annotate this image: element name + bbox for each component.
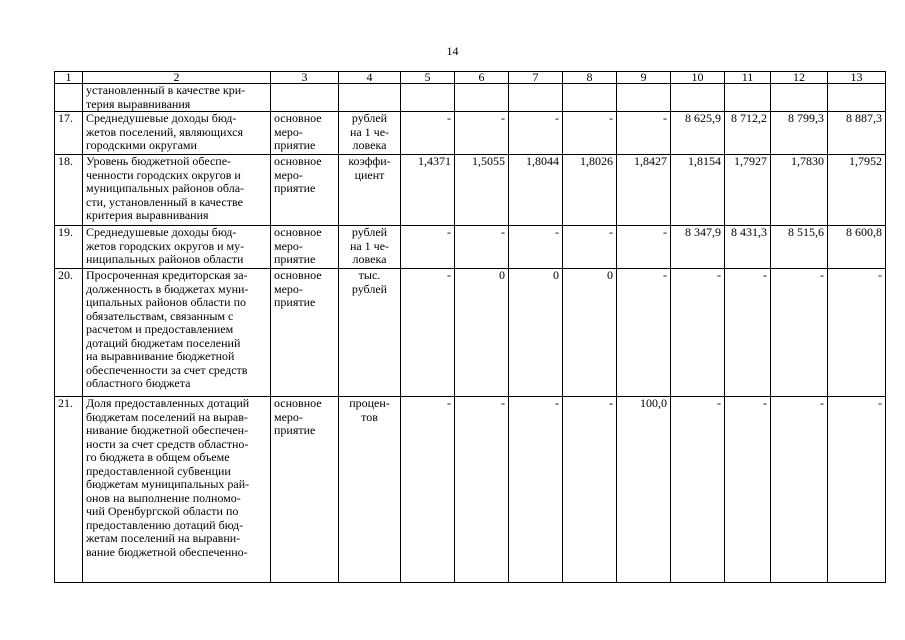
value-cell: - <box>455 397 509 583</box>
value-cell: 100,0 <box>617 397 671 583</box>
cell-line: го бюджета в общем объеме <box>86 450 230 464</box>
cell-line: Доля предоставленных дотаций <box>86 396 250 410</box>
value-cell: - <box>617 269 671 397</box>
header-cell: 4 <box>339 72 401 84</box>
header-cell: 12 <box>771 72 828 84</box>
cell-line: меро- <box>274 124 303 139</box>
cell-line: предоставленной субвенции <box>86 463 231 478</box>
cell-line: приятие <box>274 138 316 152</box>
cell-line: приятие <box>274 181 316 195</box>
value-cell: - <box>509 226 563 269</box>
cell-line: рублей <box>351 225 388 239</box>
header-cell: 10 <box>671 72 725 84</box>
indicator-unit <box>339 84 401 112</box>
header-row <box>55 72 886 84</box>
value-cell: - <box>401 112 455 155</box>
table-row <box>55 112 886 155</box>
value-cell: - <box>401 269 455 397</box>
value-cell: 8 799,3 <box>771 112 828 155</box>
row-number <box>55 84 83 112</box>
indicator-type <box>271 269 339 397</box>
indicator-type <box>271 397 339 583</box>
value-cell <box>671 84 725 112</box>
page-number: 14 <box>446 44 459 58</box>
value-cell: 8 347,9 <box>671 226 725 269</box>
indicator-unit <box>339 155 401 226</box>
value-cell: - <box>725 397 771 583</box>
indicator-name <box>83 226 271 269</box>
indicator-name <box>83 112 271 155</box>
cell-line: бюджетам муниципальных рай- <box>86 477 250 491</box>
value-cell <box>455 84 509 112</box>
value-cell: 1,8427 <box>617 155 671 226</box>
row-number: 17. <box>55 112 83 155</box>
cell-line: терия выравнивания <box>86 96 191 111</box>
value-cell: 8 515,6 <box>771 226 828 269</box>
value-cell: - <box>563 226 617 269</box>
cell-line: вание бюджетной обеспеченно- <box>86 544 248 559</box>
cell-line: приятие <box>274 423 316 437</box>
value-cell: 1,7952 <box>828 155 886 226</box>
cell-line: нивание бюджетной обеспечен- <box>86 423 249 437</box>
cell-line: чий Оренбургской области по <box>86 504 239 518</box>
header-cell: 9 <box>617 72 671 84</box>
value-cell <box>771 84 828 112</box>
header-cell: 2 <box>83 72 271 84</box>
row-number: 20. <box>55 269 83 397</box>
cell-line: процен- <box>349 396 390 410</box>
value-cell: 8 600,8 <box>828 226 886 269</box>
cell-line: Уровень бюджетной обеспе- <box>86 154 232 168</box>
indicator-type <box>271 112 339 155</box>
header-cell: 5 <box>401 72 455 84</box>
cell-line: меро- <box>274 238 303 253</box>
table-row <box>55 155 886 226</box>
cell-line: меро- <box>274 167 303 182</box>
value-cell: - <box>671 269 725 397</box>
cell-line: на 1 че- <box>349 238 390 253</box>
indicator-type <box>271 155 339 226</box>
indicator-unit <box>339 269 401 397</box>
cell-line: основное <box>274 111 322 125</box>
cell-line: тов <box>361 409 378 424</box>
value-cell <box>509 84 563 112</box>
indicator-name <box>83 84 271 112</box>
value-cell: - <box>828 269 886 397</box>
cell-line: обеспеченности за счет средств <box>86 362 248 377</box>
table-row <box>55 226 886 269</box>
cell-line: установленный в качестве кри- <box>86 83 246 97</box>
cell-line: ности за счет средств областно- <box>86 436 249 451</box>
row-number: 19. <box>55 226 83 269</box>
cell-line: жетам поселений на выравни- <box>86 531 241 545</box>
indicator-unit <box>339 112 401 155</box>
indicator-unit <box>339 397 401 583</box>
indicator-type <box>271 226 339 269</box>
cell-line: Среднедушевые доходы бюд- <box>86 225 237 239</box>
cell-line: меро- <box>274 281 303 296</box>
header-cell: 13 <box>828 72 886 84</box>
header-cell: 8 <box>563 72 617 84</box>
value-cell: 8 625,9 <box>671 112 725 155</box>
table-row <box>55 269 886 397</box>
value-cell: 0 <box>509 269 563 397</box>
value-cell: 8 431,3 <box>725 226 771 269</box>
indicator-name <box>83 269 271 397</box>
cell-line: основное <box>274 268 322 282</box>
value-cell: - <box>455 226 509 269</box>
cell-line: критерия выравнивания <box>86 208 209 222</box>
cell-line: меро- <box>274 409 303 424</box>
cell-line: ченности городских округов и <box>86 167 241 182</box>
cell-line: приятие <box>274 252 316 266</box>
row-number: 21. <box>55 397 83 583</box>
table-row <box>55 397 886 583</box>
cell-line: муниципальных районов обла- <box>86 181 245 195</box>
cell-line: жетов городских округов и му- <box>86 238 245 253</box>
cell-line: ловека <box>352 138 387 152</box>
cell-line: бюджетам поселений на вырав- <box>86 409 248 424</box>
cell-line: онов на выполнение полномо- <box>86 490 241 505</box>
cell-line: тыс. <box>358 268 381 282</box>
value-cell: - <box>401 226 455 269</box>
value-cell: - <box>401 397 455 583</box>
cell-line: ниципальных районов области <box>86 252 244 266</box>
value-cell <box>725 84 771 112</box>
value-cell: - <box>455 112 509 155</box>
cell-line: Среднедушевые доходы бюд- <box>86 111 237 125</box>
value-cell: - <box>509 112 563 155</box>
value-cell: - <box>771 397 828 583</box>
cell-line: циент <box>354 167 385 182</box>
value-cell: - <box>617 226 671 269</box>
value-cell <box>401 84 455 112</box>
header-cell: 11 <box>725 72 771 84</box>
header-cell: 3 <box>271 72 339 84</box>
header-cell: 7 <box>509 72 563 84</box>
value-cell: - <box>563 397 617 583</box>
cell-line: основное <box>274 154 322 168</box>
cell-line: рублей <box>351 281 388 296</box>
value-cell: 1,5055 <box>455 155 509 226</box>
indicator-type <box>271 84 339 112</box>
value-cell: 1,7830 <box>771 155 828 226</box>
cell-line: на 1 че- <box>349 124 390 139</box>
value-cell <box>828 84 886 112</box>
row-number: 18. <box>55 155 83 226</box>
value-cell: 1,7927 <box>725 155 771 226</box>
cell-line: расчетом и предоставлением <box>86 322 234 336</box>
cell-line: предоставлению дотаций бюд- <box>86 517 244 532</box>
value-cell: - <box>671 397 725 583</box>
cell-line: коэффи- <box>348 154 391 168</box>
header-cell: 1 <box>55 72 83 84</box>
cell-line: ловека <box>352 252 387 266</box>
cell-line: городскими округами <box>86 138 197 152</box>
value-cell: - <box>563 112 617 155</box>
value-cell: - <box>509 397 563 583</box>
cell-line: Просроченная кредиторская за- <box>86 268 248 282</box>
cell-line: ципальных районов области по <box>86 295 247 309</box>
indicators-table <box>54 71 886 583</box>
cell-line: основное <box>274 225 322 239</box>
value-cell: 1,8154 <box>671 155 725 226</box>
cell-line: жетов поселений, являющихся <box>86 124 243 139</box>
value-cell <box>617 84 671 112</box>
value-cell: - <box>771 269 828 397</box>
value-cell: 1,8044 <box>509 155 563 226</box>
indicator-name <box>83 155 271 226</box>
value-cell: - <box>828 397 886 583</box>
indicator-unit <box>339 226 401 269</box>
cell-line: долженность в бюджетах муни- <box>86 281 249 296</box>
table-row <box>55 84 886 112</box>
cell-line: областного бюджета <box>86 376 191 390</box>
cell-line: сти, установленный в качестве <box>86 194 243 209</box>
cell-line: дотаций бюджетам поселений <box>86 335 241 350</box>
value-cell: - <box>617 112 671 155</box>
value-cell: 8 712,2 <box>725 112 771 155</box>
value-cell: 1,4371 <box>401 155 455 226</box>
cell-line: рублей <box>351 111 388 125</box>
value-cell: 0 <box>455 269 509 397</box>
cell-line: обязательствам, связанным с <box>86 308 234 323</box>
cell-line: основное <box>274 396 322 410</box>
cell-line: на выравнивание бюджетной <box>86 349 235 363</box>
value-cell: 0 <box>563 269 617 397</box>
header-cell: 6 <box>455 72 509 84</box>
value-cell: - <box>725 269 771 397</box>
value-cell: 1,8026 <box>563 155 617 226</box>
value-cell <box>563 84 617 112</box>
indicator-name <box>83 397 271 583</box>
value-cell: 8 887,3 <box>828 112 886 155</box>
cell-line: приятие <box>274 295 316 309</box>
